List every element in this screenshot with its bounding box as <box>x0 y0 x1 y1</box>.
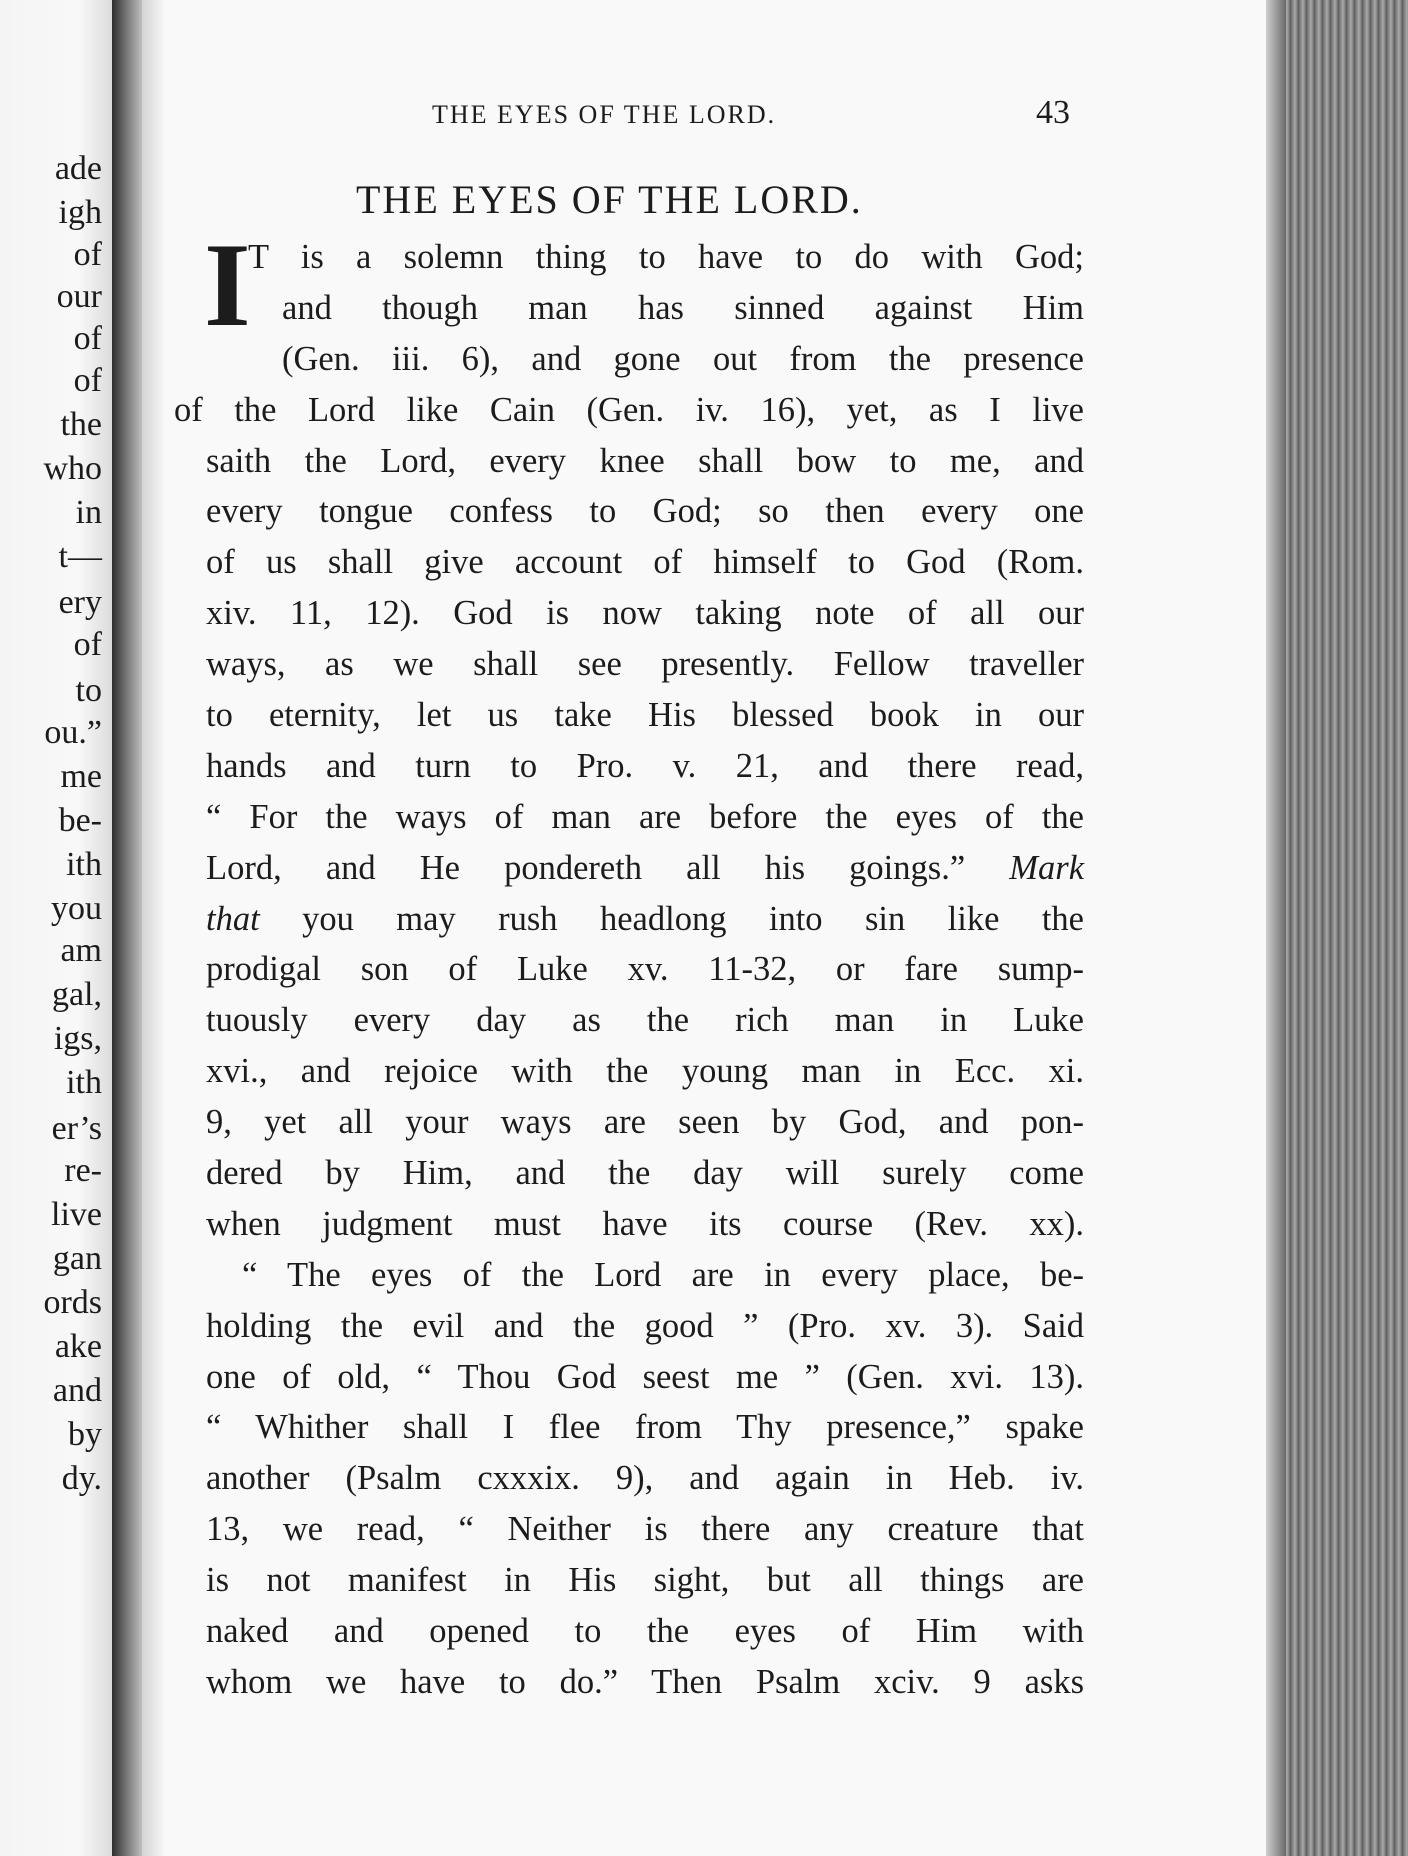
italic-emphasis: that <box>206 899 260 938</box>
fragment-line: of <box>73 320 102 357</box>
italic-emphasis: Mark <box>1009 848 1085 887</box>
fragment-line: live <box>51 1196 102 1233</box>
text-line: and though man has sinned against Him <box>282 288 1084 327</box>
fragment-line: er’s <box>51 1110 102 1147</box>
book-gutter <box>112 0 142 1856</box>
text-line: whom we have to do.” Then Psalm xciv. 9 asks <box>206 1662 1084 1701</box>
text-line: hands and turn to Pro. v. 21, and there read, <box>206 746 1084 785</box>
fragment-line: of <box>73 236 102 273</box>
text-line: one of old, “ Thou God seest me ” (Gen. xvi. 13). <box>206 1357 1084 1396</box>
fragment-line: me <box>60 758 102 795</box>
body-text <box>174 232 1085 1708</box>
fragment-line: re- <box>64 1152 102 1189</box>
text-line: “ Whither shall I flee from Thy presence,” spake <box>206 1408 1084 1447</box>
facing-page-fragment <box>0 0 112 1856</box>
fragment-line: ords <box>43 1284 102 1321</box>
fragment-line: ith <box>66 846 102 883</box>
text-line: of us shall give account of himself to God (Rom. <box>206 543 1084 582</box>
fragment-line: ery <box>58 584 102 621</box>
fragment-line: t— <box>58 538 102 575</box>
fragment-line: be- <box>58 802 102 839</box>
text-line: xiv. 11, 12). God is now taking note of all our <box>206 594 1084 633</box>
text-line: every tongue confess to God; so then every one <box>206 492 1084 531</box>
page-fore-edge <box>1266 0 1408 1856</box>
fragment-line: you <box>51 890 102 927</box>
text-line: is not manifest in His sight, but all things are <box>206 1561 1084 1600</box>
text-line: when judgment must have its course (Rev. xx). <box>206 1204 1084 1243</box>
text-line: 13, we read, “ Neither is there any creature that <box>206 1510 1084 1549</box>
text-line: holding the evil and the good ” (Pro. xv. 3). Said <box>206 1306 1084 1345</box>
fragment-line: igh <box>58 194 102 231</box>
text-segment: Lord, and He pondereth all his goings.” <box>206 848 966 887</box>
drop-cap: I <box>204 218 251 351</box>
text-line: “ For the ways of man are before the eyes of the <box>206 797 1084 836</box>
text-line-with-italic <box>206 843 1084 894</box>
gutter-shadow <box>142 0 164 1856</box>
text-line: saith the Lord, every knee shall bow to me, and <box>206 441 1084 480</box>
fragment-line: who <box>43 450 102 487</box>
fragment-line: the <box>60 406 102 443</box>
fragment-line: in <box>75 494 102 531</box>
fragment-line: and <box>52 1372 102 1409</box>
text-line-with-italic <box>206 894 1084 945</box>
fore-edge-shadow <box>1266 0 1286 1856</box>
text-line: to eternity, let us take His blessed book in our <box>206 696 1084 735</box>
text-line: naked and opened to the eyes of Him with <box>206 1612 1084 1651</box>
text-line: “ The eyes of the Lord are in every place, be- <box>242 1255 1084 1294</box>
fragment-line: to <box>75 672 102 709</box>
text-line: dered by Him, and the day will surely come <box>206 1154 1084 1193</box>
text-segment: you may rush headlong into sin like the <box>302 899 1084 938</box>
text-line: prodigal son of Luke xv. 11-32, or fare sump- <box>206 950 1084 989</box>
page-number: 43 <box>1036 94 1070 131</box>
running-head: THE EYES OF THE LORD. <box>432 100 777 129</box>
fragment-line: of <box>73 626 102 663</box>
text-line: tuously every day as the rich man in Luke <box>206 1001 1084 1040</box>
fragment-line: ade <box>54 150 102 187</box>
fragment-line: gan <box>52 1240 102 1277</box>
text-line: xvi., and rejoice with the young man in Ecc. xi. <box>206 1052 1084 1091</box>
fragment-line: our <box>56 278 102 315</box>
fragment-line: ith <box>66 1064 102 1101</box>
fragment-line: am <box>60 932 102 969</box>
text-line: ways, as we shall see presently. Fellow traveller <box>206 645 1084 684</box>
fragment-line: igs, <box>53 1020 102 1057</box>
fragment-line: by <box>68 1416 102 1453</box>
text-line: of the Lord like Cain (Gen. iv. 16), yet, as I live <box>174 390 1084 429</box>
text-line: (Gen. iii. 6), and gone out from the presence <box>282 339 1084 378</box>
fragment-line: gal, <box>51 976 102 1013</box>
chapter-title: THE EYES OF THE LORD. <box>356 177 863 222</box>
text-line: 9, yet all your ways are seen by God, and pon- <box>206 1103 1084 1142</box>
text-line: T is a solemn thing to have to do with God; <box>248 238 1084 276</box>
fragment-line: ou.” <box>44 714 102 751</box>
fragment-line: dy. <box>61 1460 102 1497</box>
text-line: another (Psalm cxxxix. 9), and again in Heb. iv. <box>206 1459 1084 1498</box>
fragment-line: ake <box>54 1328 102 1365</box>
fragment-line: of <box>73 362 102 399</box>
